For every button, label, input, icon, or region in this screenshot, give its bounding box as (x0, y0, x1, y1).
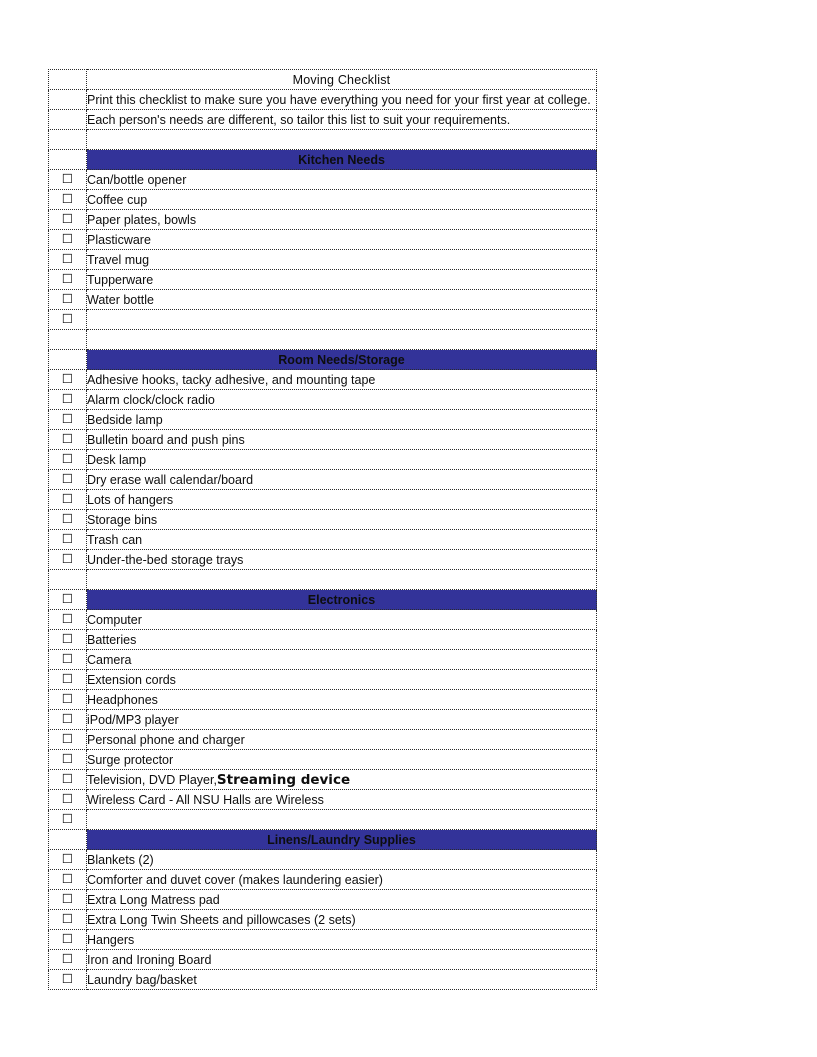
list-item: Plasticware (87, 230, 597, 250)
section-header-left-cell (49, 150, 87, 170)
list-item: Batteries (87, 630, 597, 650)
checkbox-kitchen-extra-1[interactable] (49, 310, 87, 330)
list-item: iPod/MP3 player (87, 710, 597, 730)
list-item: Water bottle (87, 290, 597, 310)
list-item: Extra Long Twin Sheets and pillowcases (2 sets) (87, 910, 597, 930)
list-item (87, 770, 597, 790)
checkbox-room-2[interactable] (49, 390, 87, 410)
list-item: Alarm clock/clock radio (87, 390, 597, 410)
checkbox-glyph: ☐ (61, 551, 74, 567)
checkbox-electronics-extra-1[interactable] (49, 810, 87, 830)
section-header-left-cell (49, 350, 87, 370)
checkbox-glyph: ☐ (61, 471, 74, 487)
checkbox-linens-7[interactable] (49, 970, 87, 990)
checkbox-room-7[interactable] (49, 490, 87, 510)
checkbox-linens-1[interactable] (49, 850, 87, 870)
list-item: Can/bottle opener (87, 170, 597, 190)
spacer-cell (49, 570, 87, 590)
checkbox-electronics-2[interactable] (49, 630, 87, 650)
section-header-linens: Linens/Laundry Supplies (87, 830, 597, 850)
list-item: Travel mug (87, 250, 597, 270)
checkbox-kitchen-5[interactable] (49, 250, 87, 270)
checkbox-kitchen-2[interactable] (49, 190, 87, 210)
table-row (49, 910, 597, 930)
checkbox-linens-2[interactable] (49, 870, 87, 890)
table-row (49, 470, 597, 490)
checkbox-glyph: ☐ (61, 711, 74, 727)
spacer-cell (87, 130, 597, 150)
checkbox-electronics-6[interactable] (49, 710, 87, 730)
table-row (49, 950, 597, 970)
list-item: Headphones (87, 690, 597, 710)
checklist-table (48, 69, 597, 990)
list-item: Storage bins (87, 510, 597, 530)
checkbox-glyph: ☐ (61, 871, 74, 887)
checkbox-linens-5[interactable] (49, 930, 87, 950)
table-row (49, 210, 597, 230)
table-row (49, 430, 597, 450)
table-row (49, 170, 597, 190)
checkbox-glyph: ☐ (61, 771, 74, 787)
list-item: Comforter and duvet cover (makes laundering easier) (87, 870, 597, 890)
checkbox-room-4[interactable] (49, 430, 87, 450)
checkbox-glyph: ☐ (61, 751, 74, 767)
list-item: Bedside lamp (87, 410, 597, 430)
checkbox-kitchen-6[interactable] (49, 270, 87, 290)
checkbox-glyph: ☐ (61, 491, 74, 507)
table-row (49, 410, 597, 430)
checkbox-glyph: ☐ (61, 791, 74, 807)
checkbox-room-6[interactable] (49, 470, 87, 490)
checkbox-glyph: ☐ (61, 251, 74, 267)
checkbox-kitchen-3[interactable] (49, 210, 87, 230)
table-row (49, 270, 597, 290)
list-item: Trash can (87, 530, 597, 550)
table-row (49, 150, 597, 170)
table-row (49, 690, 597, 710)
checkbox-glyph: ☐ (61, 391, 74, 407)
page-title: Moving Checklist (87, 70, 597, 90)
list-item: Blankets (2) (87, 850, 597, 870)
checkbox-glyph: ☐ (61, 431, 74, 447)
item-label-text: Television, DVD Player, (87, 772, 217, 787)
table-row (49, 790, 597, 810)
list-item: Hangers (87, 930, 597, 950)
table-row (49, 830, 597, 850)
table-row (49, 250, 597, 270)
list-item: Wireless Card - All NSU Halls are Wireless (87, 790, 597, 810)
list-item: Extension cords (87, 670, 597, 690)
table-row (49, 570, 597, 590)
list-item: Iron and Ironing Board (87, 950, 597, 970)
list-item: Computer (87, 610, 597, 630)
list-item: Paper plates, bowls (87, 210, 597, 230)
checkbox-glyph: ☐ (61, 371, 74, 387)
spacer-cell (87, 570, 597, 590)
checkbox-electronics-3[interactable] (49, 650, 87, 670)
list-item: Dry erase wall calendar/board (87, 470, 597, 490)
list-item: Tupperware (87, 270, 597, 290)
table-row (49, 610, 597, 630)
item-label-emphasis: Streaming device (216, 771, 351, 788)
checkbox-electronics-9[interactable] (49, 770, 87, 790)
table-row (49, 90, 597, 110)
checkbox-kitchen-7[interactable] (49, 290, 87, 310)
intro-left-cell (49, 90, 87, 110)
spacer-cell (49, 130, 87, 150)
list-item: Coffee cup (87, 190, 597, 210)
checkbox-linens-4[interactable] (49, 910, 87, 930)
list-item: Personal phone and charger (87, 730, 597, 750)
section-header-room: Room Needs/Storage (87, 350, 597, 370)
intro-left-cell (49, 110, 87, 130)
table-row (49, 290, 597, 310)
checkbox-electronics-7[interactable] (49, 730, 87, 750)
checkbox-room-3[interactable] (49, 410, 87, 430)
table-row (49, 110, 597, 130)
checkbox-glyph: ☐ (61, 911, 74, 927)
checkbox-glyph: ☐ (61, 451, 74, 467)
table-row (49, 230, 597, 250)
checkbox-glyph: ☐ (61, 971, 74, 987)
table-row (49, 770, 597, 790)
checkbox-kitchen-1[interactable] (49, 170, 87, 190)
checkbox-glyph: ☐ (61, 891, 74, 907)
checkbox-glyph: ☐ (61, 531, 74, 547)
table-row (49, 330, 597, 350)
checkbox-glyph: ☐ (61, 311, 74, 327)
list-item: Camera (87, 650, 597, 670)
table-row (49, 190, 597, 210)
checkbox-electronics-4[interactable] (49, 670, 87, 690)
spacer-cell (49, 330, 87, 350)
checkbox-glyph: ☐ (61, 731, 74, 747)
list-item: Extra Long Matress pad (87, 890, 597, 910)
checkbox-electronics-10[interactable] (49, 790, 87, 810)
empty-item-cell (87, 310, 597, 330)
table-row (49, 890, 597, 910)
checkbox-electronics-8[interactable] (49, 750, 87, 770)
table-row (49, 70, 597, 90)
checkbox-glyph: ☐ (61, 671, 74, 687)
checkbox-glyph: ☐ (61, 591, 74, 607)
table-row (49, 450, 597, 470)
checkbox-glyph: ☐ (61, 291, 74, 307)
table-row (49, 490, 597, 510)
table-row (49, 350, 597, 370)
list-item: Bulletin board and push pins (87, 430, 597, 450)
checkbox-glyph: ☐ (61, 631, 74, 647)
checkbox-glyph: ☐ (61, 271, 74, 287)
checkbox-glyph: ☐ (61, 231, 74, 247)
table-row (49, 870, 597, 890)
checkbox-linens-6[interactable] (49, 950, 87, 970)
checkbox-room-9[interactable] (49, 530, 87, 550)
spacer-cell (87, 330, 597, 350)
list-item: Under-the-bed storage trays (87, 550, 597, 570)
table-row (49, 590, 597, 610)
checkbox-glyph: ☐ (61, 511, 74, 527)
list-item: Surge protector (87, 750, 597, 770)
checkbox-glyph: ☐ (61, 931, 74, 947)
table-row (49, 670, 597, 690)
table-row (49, 970, 597, 990)
table-row (49, 750, 597, 770)
section-header-electronics: Electronics (87, 590, 597, 610)
checkbox-room-1[interactable] (49, 370, 87, 390)
checkbox-glyph: ☐ (61, 811, 74, 827)
title-left-cell (49, 70, 87, 90)
checkbox-glyph: ☐ (61, 191, 74, 207)
table-row (49, 530, 597, 550)
checkbox-glyph: ☐ (61, 411, 74, 427)
checkbox-room-10[interactable] (49, 550, 87, 570)
checkbox-glyph: ☐ (61, 651, 74, 667)
checkbox-electronics-1[interactable] (49, 610, 87, 630)
list-item: Adhesive hooks, tacky adhesive, and mounting tape (87, 370, 597, 390)
table-row (49, 850, 597, 870)
intro-line: Each person's needs are different, so tailor this list to suit your requirements. (87, 110, 597, 130)
table-row (49, 810, 597, 830)
checkbox-electronics-header[interactable] (49, 590, 87, 610)
checkbox-glyph: ☐ (61, 611, 74, 627)
checkbox-room-8[interactable] (49, 510, 87, 530)
intro-line-text: Print this checklist to make sure you have everything you need for your first year at college. (87, 92, 591, 107)
list-item: Desk lamp (87, 450, 597, 470)
table-row (49, 930, 597, 950)
table-row (49, 710, 597, 730)
checkbox-glyph: ☐ (61, 691, 74, 707)
list-item: Laundry bag/basket (87, 970, 597, 990)
checkbox-room-5[interactable] (49, 450, 87, 470)
section-header-left-cell (49, 830, 87, 850)
checkbox-linens-3[interactable] (49, 890, 87, 910)
table-row (49, 550, 597, 570)
checkbox-glyph: ☐ (61, 851, 74, 867)
table-row (49, 630, 597, 650)
checkbox-glyph: ☐ (61, 211, 74, 227)
empty-item-cell (87, 810, 597, 830)
table-row (49, 130, 597, 150)
section-header-kitchen: Kitchen Needs (87, 150, 597, 170)
list-item: Lots of hangers (87, 490, 597, 510)
intro-line (87, 90, 597, 110)
checkbox-electronics-5[interactable] (49, 690, 87, 710)
table-row (49, 310, 597, 330)
table-row (49, 390, 597, 410)
checkbox-glyph: ☐ (61, 171, 74, 187)
table-row (49, 370, 597, 390)
checkbox-glyph: ☐ (61, 951, 74, 967)
checklist-sheet (48, 69, 596, 990)
table-row (49, 650, 597, 670)
table-row (49, 510, 597, 530)
table-row (49, 730, 597, 750)
checkbox-kitchen-4[interactable] (49, 230, 87, 250)
